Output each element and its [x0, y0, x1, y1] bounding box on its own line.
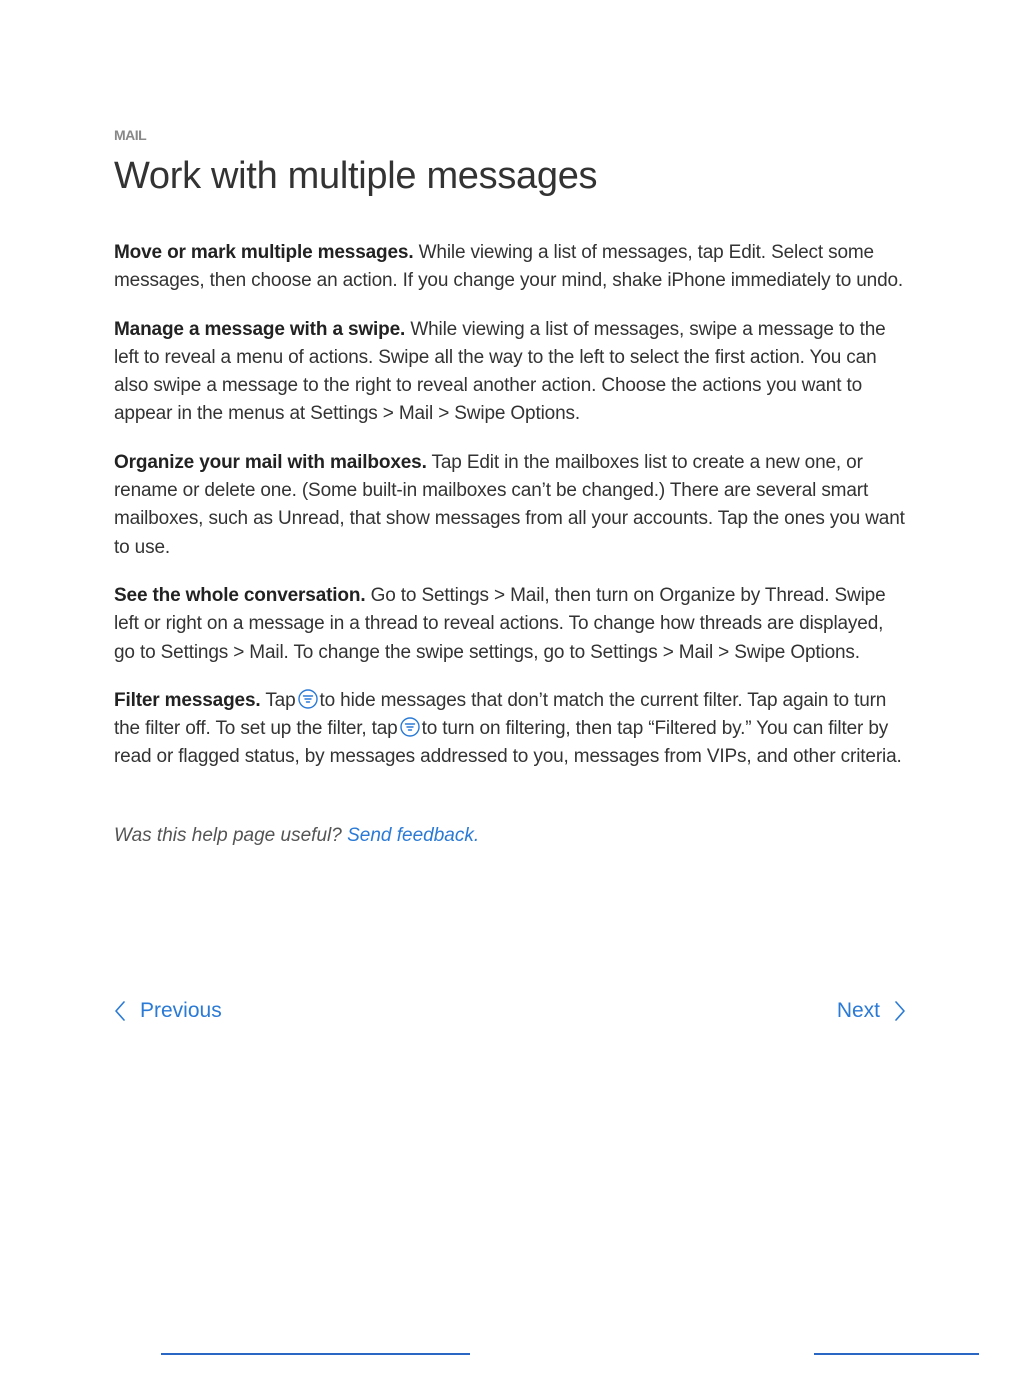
section-paragraph-move-mark: [114, 239, 906, 296]
section-label: MAIL: [114, 127, 147, 143]
section-paragraph-mailboxes: [114, 449, 906, 562]
section-body: Go to Settings > Mail, then turn on Organize by Thread. Swipe left or right on a message in a thread to reveal actions. To change how threads are displayed, go to Settings > Mail. To change the swipe settings, go to Settings > Mail > Swipe Options.: [114, 584, 886, 663]
section-lead: See the whole conversation.: [114, 584, 366, 606]
chevron-left-icon: [114, 1000, 126, 1022]
section-paragraph-conversation: [114, 582, 906, 667]
section-lead: Move or mark multiple messages.: [114, 242, 414, 263]
filter-icon: [400, 717, 420, 737]
next-link[interactable]: [837, 996, 906, 1026]
feedback-question: Was this help page useful?: [114, 824, 342, 846]
help-page: [114, 126, 906, 850]
previous-link[interactable]: [114, 996, 222, 1026]
section-lead: Manage a message with a swipe.: [114, 318, 406, 340]
section-paragraph-swipe: [114, 316, 906, 429]
page-title: Work with multiple messages: [114, 155, 598, 197]
page-navigation: [114, 996, 906, 1026]
send-feedback-link[interactable]: Send feedback.: [347, 824, 480, 846]
feedback-prompt: [114, 822, 906, 850]
section-paragraph-filter: [114, 687, 906, 772]
next-label: Next: [836, 999, 880, 1022]
section-body: While viewing a list of messages, tap Edit. Select some messages, then choose an action. If you change your mind, shake iPhone immediately to undo.: [114, 242, 904, 292]
section-body: While viewing a list of messages, swipe a message to the left to reveal a menu of actions. Swipe all the way to the left to select the first action. You can also swipe a message to the right to reveal another action. Choose the actions you want to appear in the menus at Settings > Mail > Swipe Options.: [114, 318, 886, 425]
chevron-right-icon: [894, 1000, 906, 1022]
section-lead: Organize your mail with mailboxes.: [114, 451, 427, 473]
footer-divider-left: [161, 1353, 470, 1355]
filter-text-part3: to turn on filtering, then tap “Filtered by.” You can filter by read or flagged status, by messages addressed to you, messages from VIPs, and other criteria.: [114, 718, 902, 768]
filter-text-part2: to hide messages that don’t match the current filter. Tap again to turn the filter off. To set up the filter, tap: [114, 689, 887, 740]
filter-icon: [298, 689, 318, 709]
content-sections: [114, 239, 906, 772]
filter-text-part1: Tap: [265, 689, 296, 711]
section-body: Tap Edit in the mailboxes list to create a new one, or rename or delete one. (Some built-in mailboxes can’t be changed.) There are several smart mailboxes, such as Unread, that show messages from all your accounts. Tap the ones you want to use.: [114, 451, 905, 558]
footer-divider-right: [814, 1353, 979, 1355]
previous-label: Previous: [140, 999, 222, 1022]
section-lead: Filter messages.: [114, 689, 261, 711]
